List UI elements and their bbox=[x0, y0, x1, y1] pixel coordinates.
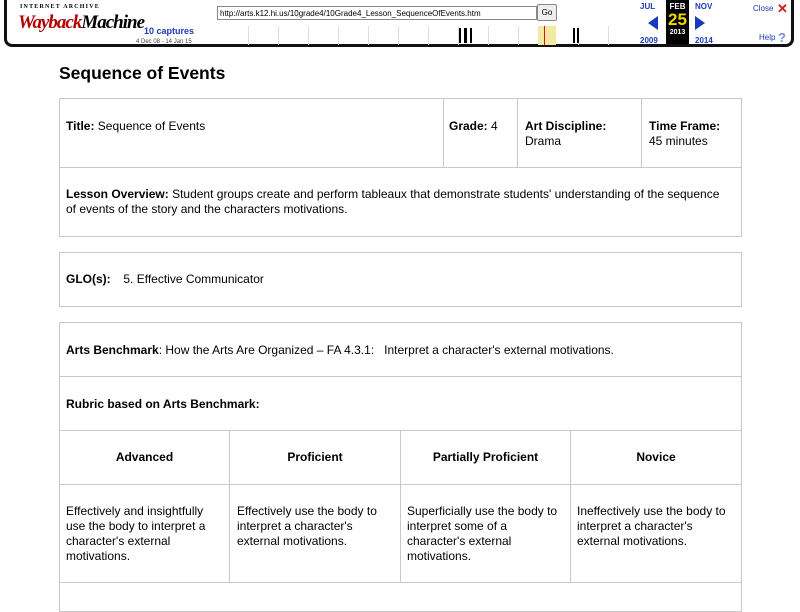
go-button[interactable]: Go bbox=[537, 4, 557, 21]
rubric-level-novice: Novice bbox=[636, 450, 676, 464]
next-capture-arrow-icon[interactable] bbox=[695, 16, 705, 30]
lesson-overview-cell bbox=[66, 187, 726, 217]
timeframe-value: 45 minutes bbox=[649, 134, 708, 148]
timeframe-label: Time Frame: bbox=[649, 119, 721, 133]
wayback-logo-machine: Machine bbox=[81, 12, 145, 33]
title-value: Sequence of Events bbox=[97, 119, 206, 133]
capture-bar[interactable] bbox=[573, 28, 575, 43]
discipline-label: Art Discipline: bbox=[525, 119, 607, 133]
rubric-label: Rubric based on Arts Benchmark: bbox=[66, 397, 260, 411]
help-icon[interactable]: ? bbox=[778, 30, 786, 45]
close-icon[interactable]: ✕ bbox=[777, 1, 788, 16]
lesson-title-cell bbox=[66, 119, 205, 134]
rubric-desc-novice: Ineffectively use the body to interpret a character's external motivations. bbox=[577, 504, 726, 548]
next-month-link[interactable]: NOV bbox=[695, 2, 713, 11]
rubric-level-advanced: Advanced bbox=[115, 450, 174, 464]
rubric-desc-partially-proficient: Superficially use the body to interpret some of a character's external motivations. bbox=[407, 504, 558, 563]
discipline-value: Drama bbox=[525, 134, 562, 148]
close-link[interactable]: Close bbox=[753, 4, 774, 13]
capture-bar[interactable] bbox=[470, 28, 472, 43]
rubric-level-proficient: Proficient bbox=[287, 450, 343, 464]
page-title: Sequence of Events bbox=[59, 63, 226, 83]
prev-capture-arrow-icon[interactable] bbox=[648, 16, 658, 30]
capture-date-range: 4 Dec 08 - 14 Jan 15 bbox=[136, 39, 192, 45]
wayback-logo-caption: INTERNET ARCHIVE bbox=[20, 4, 100, 10]
rubric-level-partially-proficient: Partially Proficient bbox=[432, 450, 539, 464]
benchmark-cell bbox=[66, 343, 736, 358]
capture-bar[interactable] bbox=[464, 28, 467, 43]
current-day: 25 bbox=[668, 10, 687, 29]
prev-month-link[interactable]: JUL bbox=[640, 2, 656, 11]
rubric-desc-advanced: Effectively and insightfully use the body to interpret a character's external motivations. bbox=[66, 504, 206, 563]
wayback-toolbar bbox=[0, 0, 800, 52]
captures-link[interactable]: 10 captures bbox=[144, 26, 195, 36]
capture-bar[interactable] bbox=[459, 28, 461, 43]
help-link[interactable]: Help bbox=[759, 33, 776, 42]
grade-value: 4 bbox=[491, 119, 498, 133]
overview-label: Lesson Overview: bbox=[66, 187, 169, 201]
title-label: Title: bbox=[66, 119, 95, 133]
glo-label: GLO(s): bbox=[66, 272, 111, 286]
capture-timeline[interactable] bbox=[218, 26, 633, 45]
grade-cell bbox=[449, 119, 498, 134]
next-year-link[interactable]: 2014 bbox=[695, 36, 713, 45]
wayback-logo[interactable] bbox=[18, 12, 144, 34]
glo-value: 5. Effective Communicator bbox=[123, 272, 264, 286]
benchmark-label: Arts Benchmark bbox=[66, 343, 159, 357]
current-capture-calendar bbox=[666, 0, 689, 44]
current-year: 2013 bbox=[669, 29, 686, 36]
current-capture-marker bbox=[544, 26, 545, 45]
capture-bar[interactable] bbox=[577, 28, 579, 43]
url-input[interactable] bbox=[217, 6, 537, 20]
overview-text: Student groups create and perform tableaux that demonstrate students' understanding of the sequence of events of the story and the characters motivations. bbox=[66, 187, 720, 216]
wayback-logo-way: Wayback bbox=[18, 12, 82, 33]
current-month: FEB bbox=[669, 2, 686, 11]
current-year-highlight bbox=[538, 26, 556, 45]
grade-label: Grade: bbox=[449, 119, 488, 133]
benchmark-text: : How the Arts Are Organized – FA 4.3.1: Interpret a character's external motivations. bbox=[158, 343, 614, 357]
rubric-desc-proficient: Effectively use the body to interpret a character's external motivations. bbox=[237, 504, 377, 548]
glo-cell bbox=[66, 272, 264, 287]
discipline-cell bbox=[525, 119, 606, 149]
prev-year-link[interactable]: 2009 bbox=[640, 36, 658, 45]
timeframe-cell bbox=[649, 119, 720, 149]
